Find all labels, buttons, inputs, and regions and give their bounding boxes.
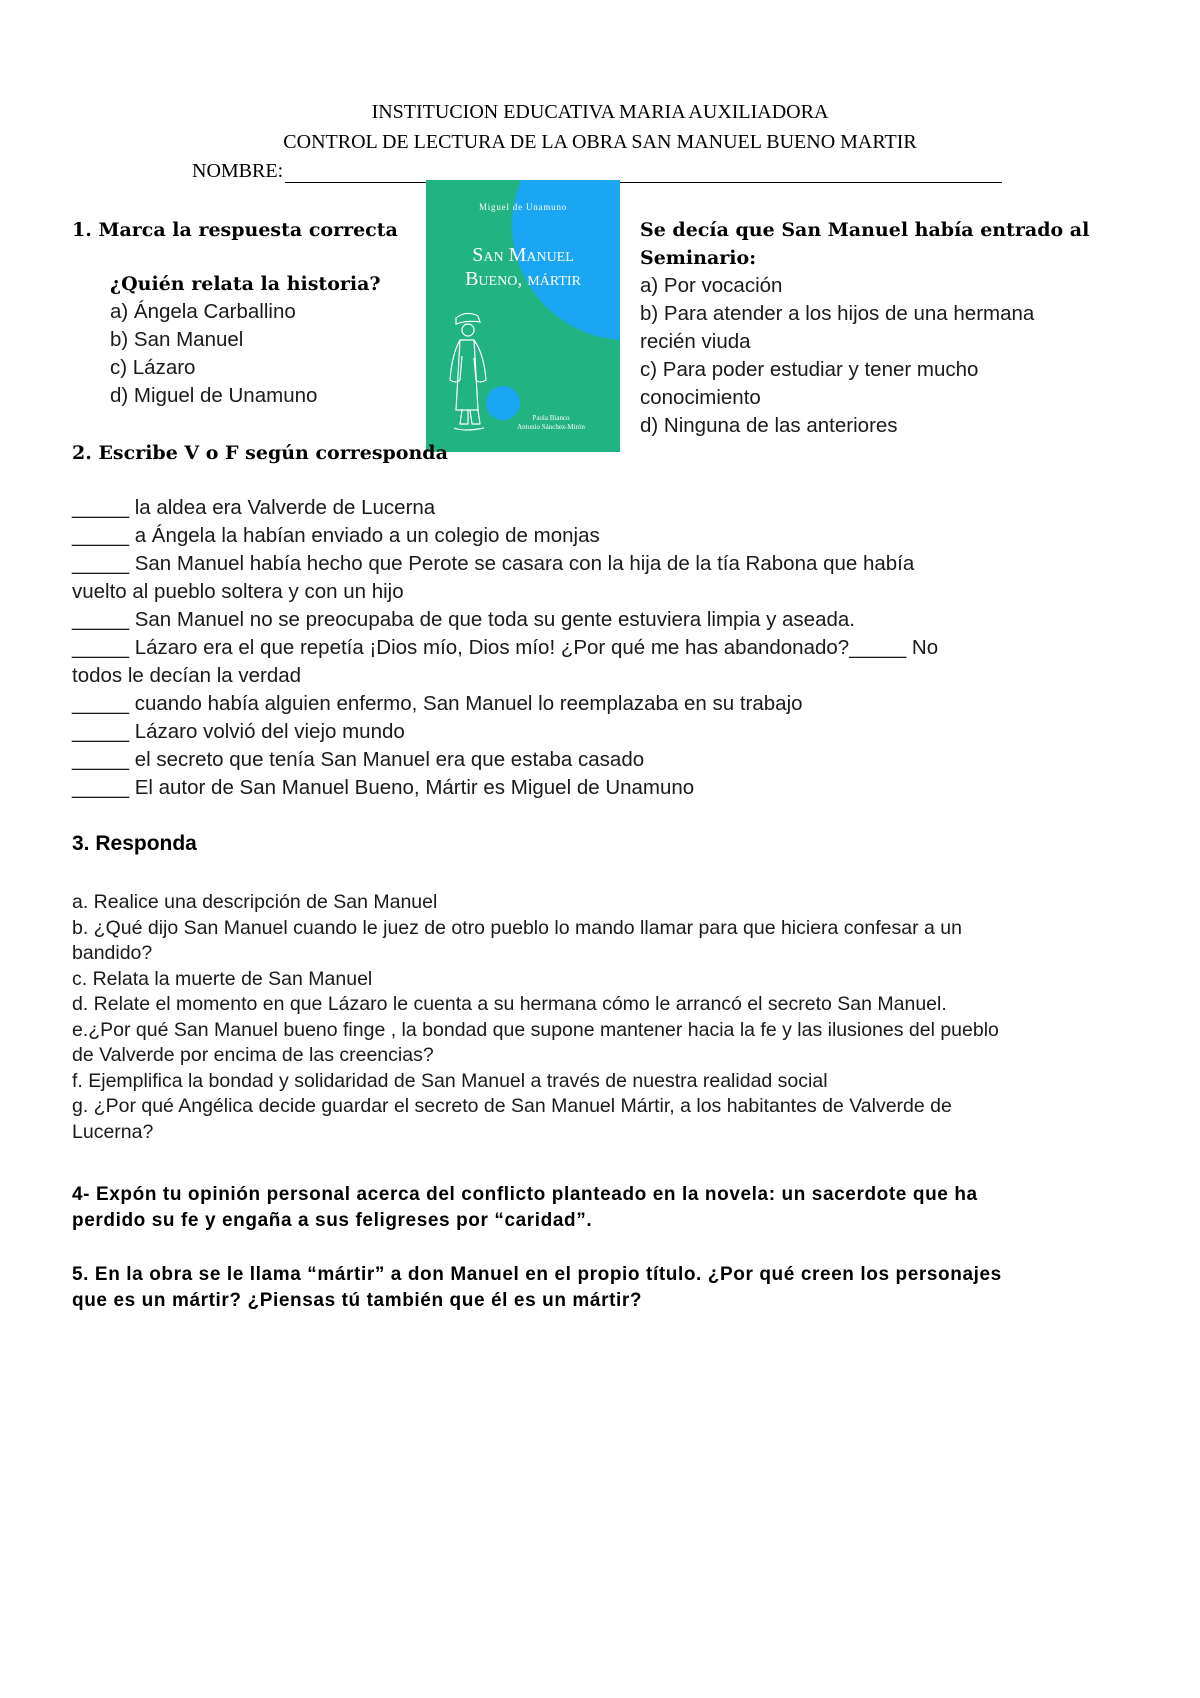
worksheet-title: CONTROL DE LECTURA DE LA OBRA SAN MANUEL BUENO MARTIR (283, 131, 917, 153)
list-item: b. ¿Qué dijo San Manuel cuando le juez de otro pueblo lo mando llamar para que hiciera confesar a un (72, 916, 962, 939)
list-item: de Valverde por encima de las creencias? (72, 1044, 434, 1066)
true-false-item[interactable]: _____ el secreto que tenía San Manuel era que estaba casado (72, 748, 645, 771)
true-false-item[interactable]: _____ la aldea era Valverde de Lucerna (72, 496, 436, 519)
option-item[interactable]: c) Lázaro (110, 356, 196, 379)
true-false-item-continuation: todos le decían la verdad (72, 664, 302, 687)
cover-author: Miguel de Unamuno (478, 202, 568, 212)
list-item: c. Relata la muerte de San Manuel (72, 967, 373, 990)
question-1 (72, 216, 432, 410)
question-1-options (110, 298, 432, 410)
option-item[interactable]: a) Ángela Carballino (110, 300, 296, 323)
question-2-title: 2. Escribe V o F según corresponda (72, 442, 448, 464)
option-item[interactable]: d) Ninguna de las anteriores (640, 414, 898, 437)
question-1b-options (640, 272, 1140, 440)
name-label: NOMBRE: (192, 160, 284, 182)
question-5-line: que es un mártir? ¿Piensas tú también que él es un mártir? (72, 1290, 643, 1311)
cover-editor-1: Paola Bianco (532, 414, 570, 422)
book-cover-image (426, 180, 620, 452)
question-1b (640, 216, 1140, 440)
option-item-continuation: conocimiento (640, 386, 761, 409)
question-1b-title (640, 216, 1140, 272)
question-3-list (72, 890, 1142, 1145)
true-false-item-continuation: vuelto al pueblo soltera y con un hijo (72, 580, 404, 603)
true-false-item[interactable]: _____ cuando había alguien enfermo, San Manuel lo reemplazaba en su trabajo (72, 692, 803, 715)
list-item: a. Realice una descripción de San Manuel (72, 891, 438, 913)
priest-figure-illustration (426, 180, 620, 452)
option-item[interactable]: a) Por vocación (640, 274, 783, 297)
option-item[interactable]: c) Para poder estudiar y tener mucho (640, 358, 979, 381)
cover-title-line1: San Manuel (472, 244, 574, 266)
list-item: d. Relate el momento en que Lázaro le cuenta a su hermana cómo le arrancó el secreto San Manuel. (72, 993, 947, 1015)
question-4-line: 4- Expón tu opinión personal acerca del conflicto planteado en la novela: un sacerdote que ha (72, 1184, 978, 1205)
school-title: INSTITUCION EDUCATIVA MARIA AUXILIADORA (371, 101, 829, 123)
list-item: g. ¿Por qué Angélica decide guardar el secreto de San Manuel Mártir, a los habitantes de Valverde de (72, 1095, 952, 1117)
true-false-item[interactable]: _____ San Manuel había hecho que Perote se casara con la hija de la tía Rabona que había (72, 552, 915, 575)
question-3-title: 3. Responda (72, 832, 197, 855)
option-item[interactable]: b) San Manuel (110, 328, 244, 351)
true-false-item[interactable]: _____ El autor de San Manuel Bueno, Mártir es Miguel de Unamuno (72, 776, 695, 799)
list-item: bandido? (72, 942, 153, 964)
true-false-item[interactable]: _____ a Ángela la habían enviado a un colegio de monjas (72, 524, 600, 547)
list-item: e.¿Por qué San Manuel bueno finge , la bondad que supone mantener hacia la fe y las ilusiones del pueblo (72, 1018, 999, 1041)
cover-title-line2: Bueno, mártir (465, 268, 581, 290)
question-5 (72, 1262, 1132, 1314)
option-item[interactable]: d) Miguel de Unamuno (110, 384, 318, 407)
question-1b-title-line: Se decía que San Manuel había entrado al (640, 219, 1090, 241)
question-1-title: 1. Marca la respuesta correcta (72, 219, 398, 241)
list-item: Lucerna? (72, 1120, 154, 1143)
cover-editors (484, 414, 618, 432)
true-false-item[interactable]: _____ Lázaro volvió del viejo mundo (72, 720, 405, 743)
true-false-item[interactable]: _____ Lázaro era el que repetía ¡Dios mío, Dios mío! ¿Por qué me has abandonado?_____ No (72, 636, 939, 659)
question-1-prompt: ¿Quién relata la historia? (110, 273, 381, 295)
cover-editor-2: Antonio Sánchez-Mirón (517, 423, 585, 431)
question-5-line: 5. En la obra se le llama “mártir” a don Manuel en el propio título. ¿Por qué creen los personajes (72, 1264, 1002, 1285)
question-1b-title-line: Seminario: (640, 247, 757, 269)
name-blank-line[interactable] (285, 162, 1002, 183)
option-item-continuation: recién viuda (640, 330, 751, 353)
true-false-item[interactable]: _____ San Manuel no se preocupaba de que toda su gente estuviera limpia y aseada. (72, 608, 855, 631)
question-4 (72, 1182, 1132, 1234)
option-item[interactable]: b) Para atender a los hijos de una hermana (640, 302, 1035, 325)
true-false-list (72, 494, 1132, 802)
question-4-line: perdido su fe y engaña a sus feligreses por “caridad”. (72, 1210, 593, 1231)
list-item: f. Ejemplifica la bondad y solidaridad de San Manuel a través de nuestra realidad social (72, 1069, 828, 1092)
